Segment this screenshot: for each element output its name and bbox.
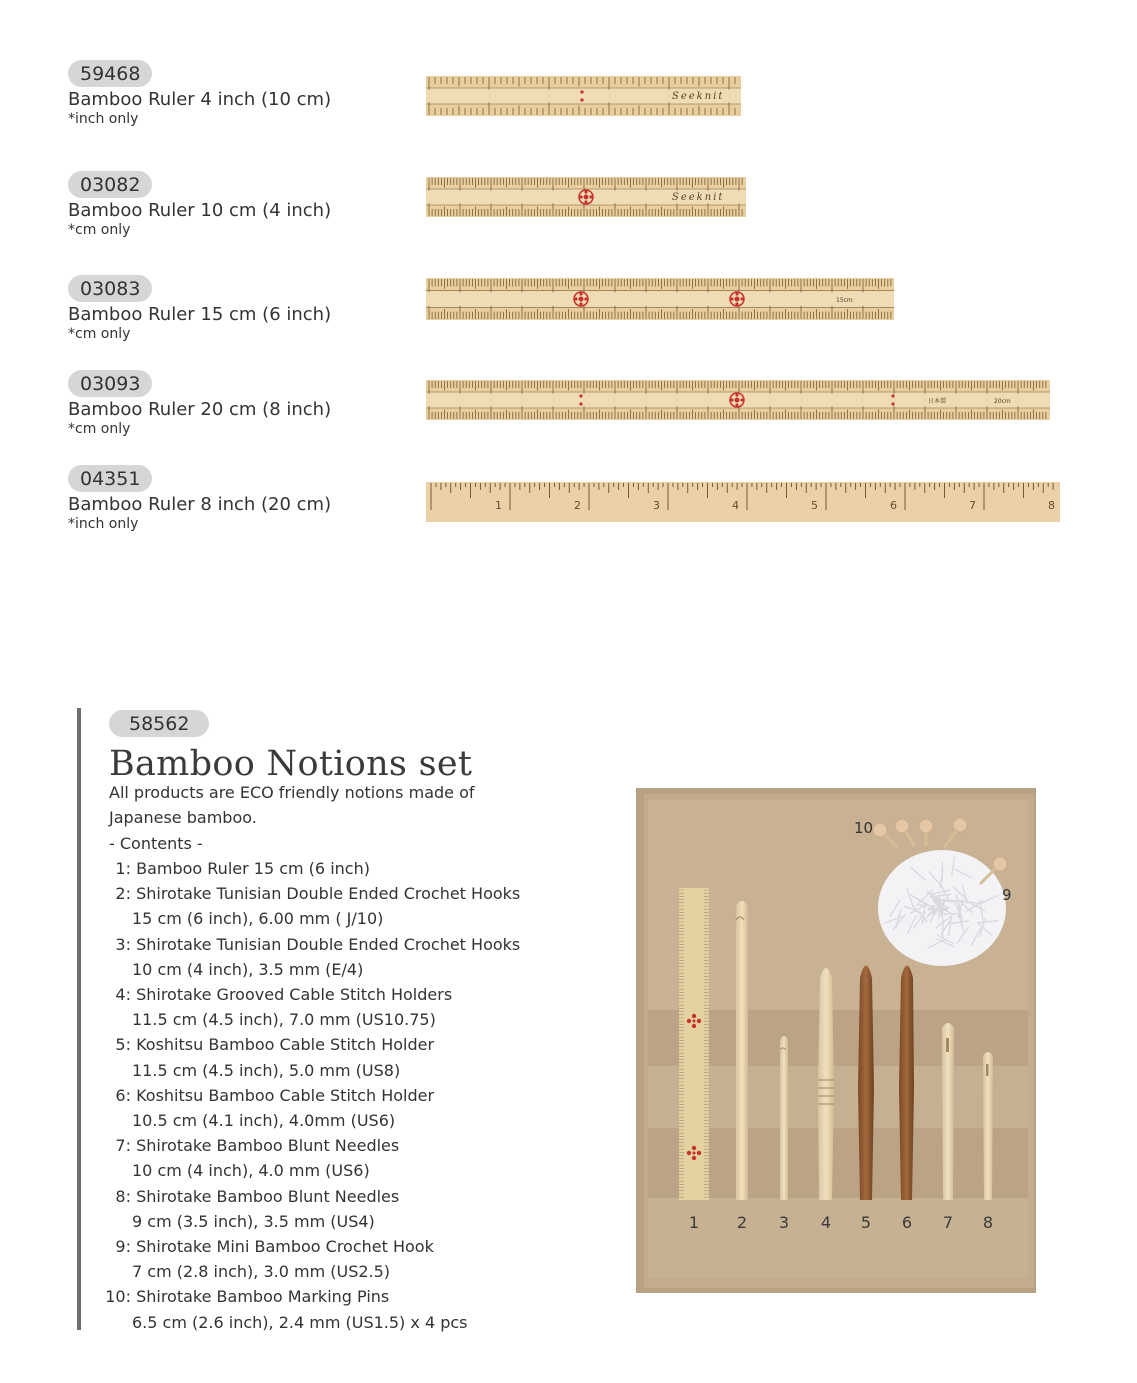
contents-item-number: 6: <box>115 1085 131 1105</box>
product-name: Bamboo Ruler 4 inch (10 cm) <box>68 89 332 110</box>
contents-item-name: Shirotake Grooved Cable Stitch Holders <box>131 985 453 1005</box>
red-center-mark <box>730 292 744 306</box>
ruler-end-label: 20cm <box>994 398 1011 405</box>
ruler-maker-mark: 日本製 <box>928 398 947 405</box>
contents-item-number: 10: <box>105 1287 131 1307</box>
ruler-inch-number: 1 <box>495 499 502 512</box>
ruler-brand-text: Seeknit <box>672 91 725 102</box>
product-code-badge: 03082 <box>68 171 152 198</box>
photo-label-9: 9 <box>1002 886 1012 904</box>
product-code-badge: 59468 <box>68 60 152 87</box>
product-03082 <box>68 171 331 238</box>
product-code-badge: 03083 <box>68 275 152 302</box>
photo-slot-label: 2 <box>736 1213 748 1232</box>
contents-item-name: Koshitsu Bamboo Cable Stitch Holder <box>131 1085 435 1105</box>
contents-list <box>101 856 520 1335</box>
photo-label-10: 10 <box>854 819 874 837</box>
product-code-badge: 03093 <box>68 370 152 397</box>
item-4-grooved-cable-holder <box>818 968 834 1200</box>
ruler-inch-number: 3 <box>653 499 660 512</box>
contents-item <box>101 1032 520 1082</box>
item-2-crochet-hook <box>736 901 748 1200</box>
contents-item-spec: 10 cm (4 inch), 3.5 mm (E/4) <box>132 959 364 979</box>
item-3-crochet-hook <box>780 1036 788 1200</box>
red-center-mark <box>730 393 744 407</box>
contents-item <box>101 1234 520 1284</box>
contents-item <box>101 982 520 1032</box>
contents-item-number: 2: <box>115 884 131 904</box>
photo-slot-label: 6 <box>901 1213 913 1232</box>
contents-item <box>101 881 520 931</box>
ruler-body <box>426 482 1060 522</box>
product-59468 <box>68 60 331 127</box>
ruler-end-label: 15cm <box>836 297 853 304</box>
product-name: Bamboo Ruler 15 cm (6 inch) <box>68 304 332 325</box>
photo-slot-label: 1 <box>688 1213 700 1232</box>
contents-item-spec: 11.5 cm (4.5 inch), 5.0 mm (US8) <box>132 1060 401 1080</box>
contents-item <box>101 932 520 982</box>
photo-slot-label: 4 <box>820 1213 832 1232</box>
contents-item-number: 8: <box>115 1186 131 1206</box>
box-bottom-panel <box>648 1198 1028 1278</box>
contents-item-spec: 7 cm (2.8 inch), 3.0 mm (US2.5) <box>132 1262 391 1282</box>
contents-item-name: Koshitsu Bamboo Cable Stitch Holder <box>131 1035 435 1055</box>
ruler-inch-number: 2 <box>574 499 581 512</box>
item-7-blunt-needle <box>942 1023 954 1200</box>
ruler-inch-number: 6 <box>890 499 897 512</box>
product-03083 <box>68 275 331 342</box>
product-code-badge: 04351 <box>68 465 152 492</box>
contents-item-spec: 10 cm (4 inch), 4.0 mm (US6) <box>132 1161 370 1181</box>
contents-item-number: 1: <box>115 859 131 878</box>
photo-slot-label: 8 <box>982 1213 994 1232</box>
contents-item-spec: 9 cm (3.5 inch), 3.5 mm (US4) <box>132 1211 375 1231</box>
contents-item-name: Shirotake Bamboo Blunt Needles <box>131 1186 400 1206</box>
contents-item-spec: 10.5 cm (4.1 inch), 4.0mm (US6) <box>132 1111 396 1131</box>
contents-item-name: Shirotake Mini Bamboo Crochet Hook <box>131 1237 434 1257</box>
ruler-image-10-cm <box>426 177 746 217</box>
contents-item-name: Shirotake Bamboo Blunt Needles <box>131 1136 400 1156</box>
set-code-badge: 58562 <box>109 710 209 737</box>
product-note: *cm only <box>68 326 131 342</box>
ruler-brand-text: Seeknit <box>672 192 725 203</box>
product-note: *cm only <box>68 421 131 437</box>
product-name: Bamboo Ruler 20 cm (8 inch) <box>68 399 332 420</box>
product-name: Bamboo Ruler 8 inch (20 cm) <box>68 494 332 515</box>
contents-label: - Contents - <box>109 834 203 853</box>
ruler-image-20-cm <box>426 380 1050 420</box>
contents-item-number: 3: <box>115 934 131 954</box>
item-5-koshitsu-cable-holder <box>858 966 874 1201</box>
contents-item-spec: 6.5 cm (2.6 inch), 2.4 mm (US1.5) x 4 pcs <box>132 1312 468 1332</box>
product-03093 <box>68 370 331 437</box>
product-note: *cm only <box>68 222 131 238</box>
ruler-inch-number: 4 <box>732 499 739 512</box>
contents-item-name: Shirotake Bamboo Marking Pins <box>131 1287 390 1307</box>
ruler-image-15-cm <box>426 278 894 320</box>
set-title: Bamboo Notions set <box>109 744 473 784</box>
product-note: *inch only <box>68 516 139 532</box>
ruler-inch-number: 7 <box>969 499 976 512</box>
red-center-mark <box>579 190 593 204</box>
product-name: Bamboo Ruler 10 cm (4 inch) <box>68 200 332 221</box>
photo-slot-label: 5 <box>860 1213 872 1232</box>
item-6-koshitsu-cable-holder <box>899 966 914 1201</box>
contents-item-number: 5: <box>115 1035 131 1055</box>
contents-item <box>101 1184 520 1234</box>
red-center-mark <box>574 292 588 306</box>
ruler-inch-number: 5 <box>811 499 818 512</box>
contents-item-number: 9: <box>115 1237 131 1257</box>
product-04351 <box>68 465 331 532</box>
contents-item-number: 7: <box>115 1136 131 1156</box>
notions-set-section <box>77 708 601 1330</box>
contents-item-name: Shirotake Tunisian Double Ended Crochet Hooks <box>131 934 521 954</box>
contents-item-name: Bamboo Ruler 15 cm (6 inch) <box>131 859 370 878</box>
ruler-image-4-inch <box>426 76 741 116</box>
contents-item-number: 4: <box>115 985 131 1005</box>
ruler-inch-number: 8 <box>1048 499 1055 512</box>
contents-item <box>101 1284 520 1334</box>
contents-item-name: Shirotake Tunisian Double Ended Crochet Hooks <box>131 884 521 904</box>
set-description: All products are ECO friendly notions made of Japanese bamboo. <box>109 783 475 827</box>
ruler-image-8-inch <box>426 482 1060 522</box>
item-1-ruler <box>679 888 709 1200</box>
photo-slot-label: 3 <box>778 1213 790 1232</box>
photo-slot-label: 7 <box>942 1213 954 1232</box>
product-note: *inch only <box>68 111 139 127</box>
contents-item-spec: 15 cm (6 inch), 6.00 mm ( J/10) <box>132 909 384 929</box>
contents-item <box>101 1083 520 1133</box>
item-8-blunt-needle <box>983 1052 993 1200</box>
contents-item-spec: 11.5 cm (4.5 inch), 7.0 mm (US10.75) <box>132 1010 436 1030</box>
contents-item <box>101 856 520 881</box>
notions-set-photo <box>636 788 1036 1293</box>
contents-item <box>101 1133 520 1183</box>
